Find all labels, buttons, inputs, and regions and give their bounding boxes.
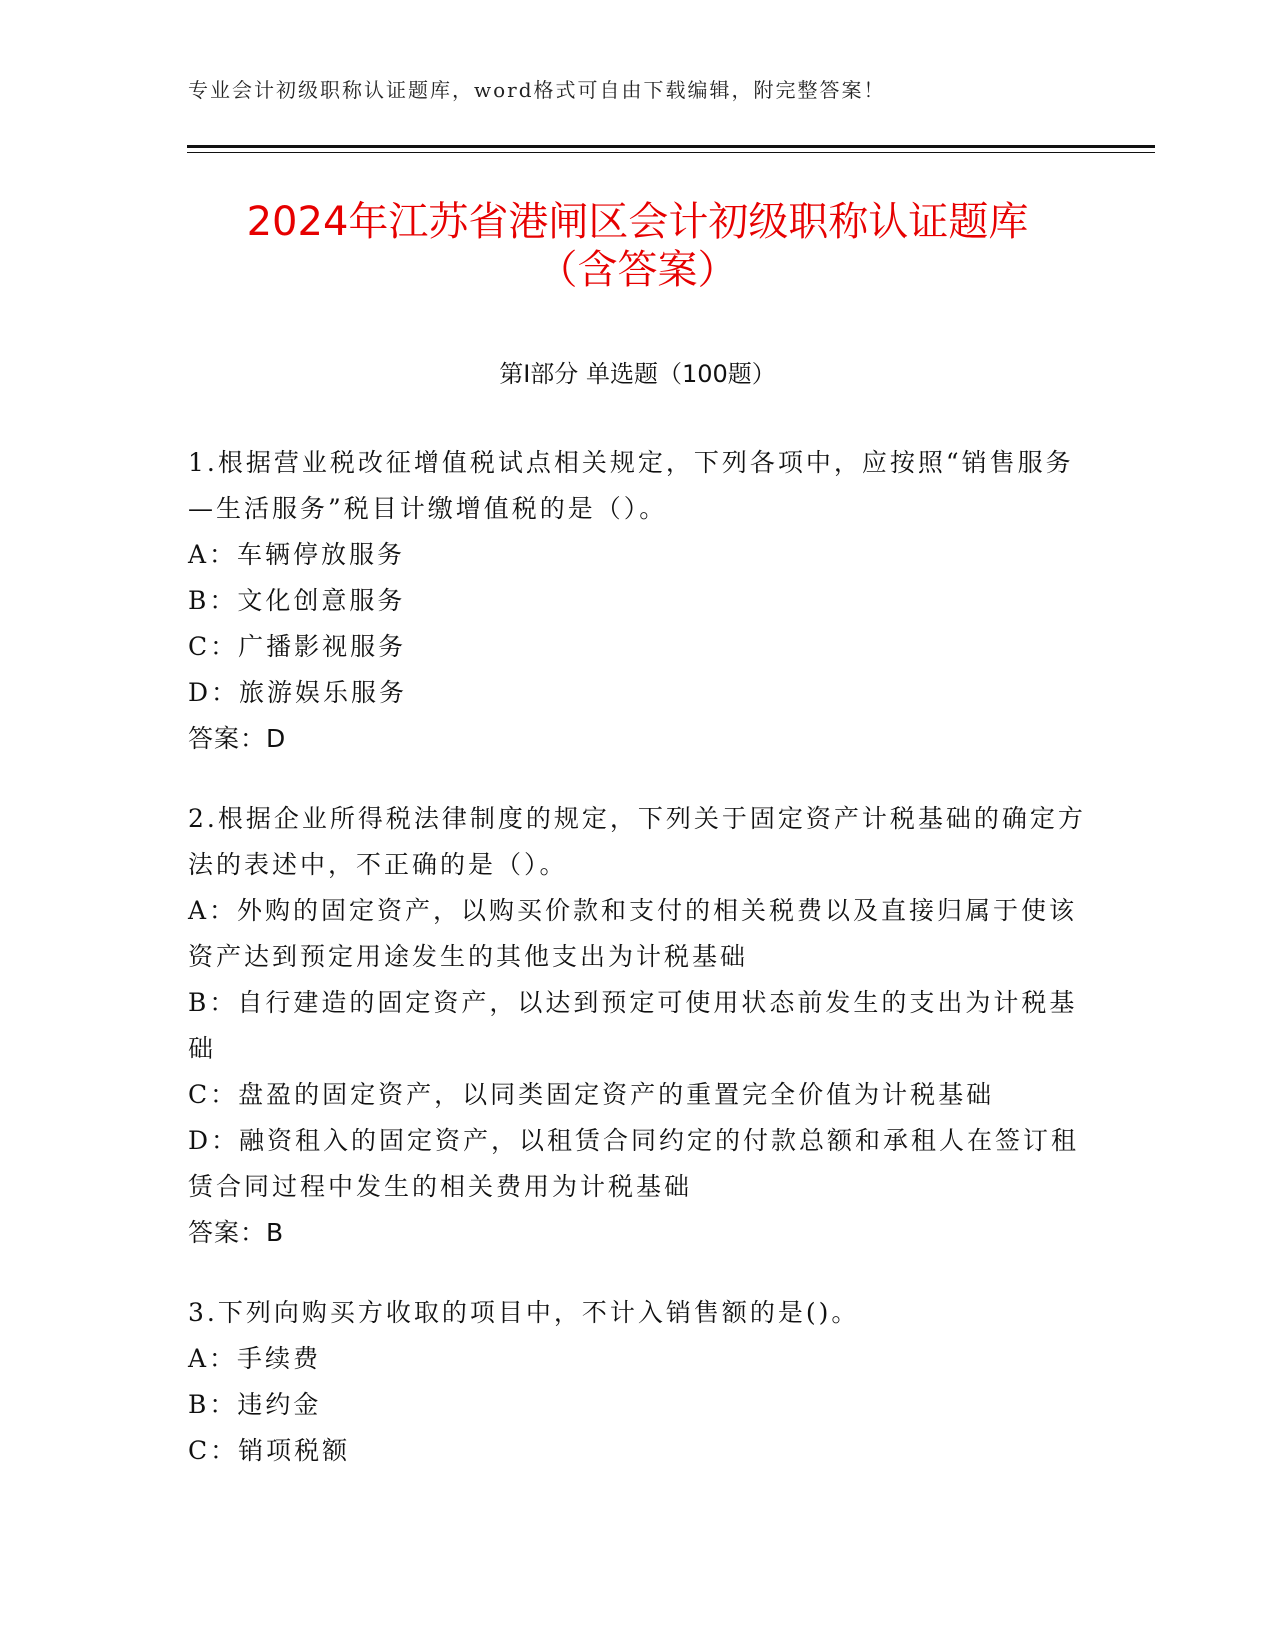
question-1 xyxy=(188,440,1088,762)
option-d: D：旅游娱乐服务 xyxy=(188,678,408,707)
option-a: A：手续费 xyxy=(188,1344,322,1373)
document-title xyxy=(0,198,1275,294)
question-stem: 3.下列向购买方收取的项目中，不计入销售额的是()。 xyxy=(188,1298,860,1327)
option-a: A：车辆停放服务 xyxy=(188,540,406,569)
question-list xyxy=(188,440,1088,1508)
title-line-2: （含答案） xyxy=(537,247,738,293)
option-d: D：融资租入的固定资产，以租赁合同约定的付款总额和承租人在签订租赁合同过程中发生的相关费用为计税基础 xyxy=(188,1126,1080,1201)
header-note: 专业会计初级职称认证题库，word格式可自由下载编辑，附完整答案！ xyxy=(188,78,886,102)
section-heading: 第Ⅰ部分 单选题（100题） xyxy=(499,360,776,388)
question-3 xyxy=(188,1290,1088,1474)
title-line-1: 2024年江苏省港闸区会计初级职称认证题库 xyxy=(246,199,1029,245)
option-c: C：广播影视服务 xyxy=(188,632,407,661)
header-divider-thick xyxy=(187,145,1155,148)
question-stem: 2.根据企业所得税法律制度的规定，下列关于固定资产计税基础的确定方法的表述中，不正确的是（）。 xyxy=(188,804,1086,879)
option-b: B：文化创意服务 xyxy=(188,586,406,615)
option-c: C：盘盈的固定资产，以同类固定资产的重置完全价值为计税基础 xyxy=(188,1080,995,1109)
option-b: B：违约金 xyxy=(188,1390,322,1419)
answer-line: 答案：D xyxy=(188,724,287,753)
question-stem: 1.根据营业税改征增值税试点相关规定，下列各项中，应按照“销售服务—生活服务”税目计缴增值税的是（）。 xyxy=(188,448,1074,523)
option-c: C：销项税额 xyxy=(188,1436,351,1465)
answer-line: 答案：B xyxy=(188,1218,285,1247)
question-2 xyxy=(188,796,1088,1256)
option-a: A：外购的固定资产，以购买价款和支付的相关税费以及直接归属于使该资产达到预定用途发生的其他支出为计税基础 xyxy=(188,896,1078,971)
option-b: B：自行建造的固定资产，以达到预定可使用状态前发生的支出为计税基础 xyxy=(188,988,1078,1063)
header-divider-thin xyxy=(187,152,1155,153)
